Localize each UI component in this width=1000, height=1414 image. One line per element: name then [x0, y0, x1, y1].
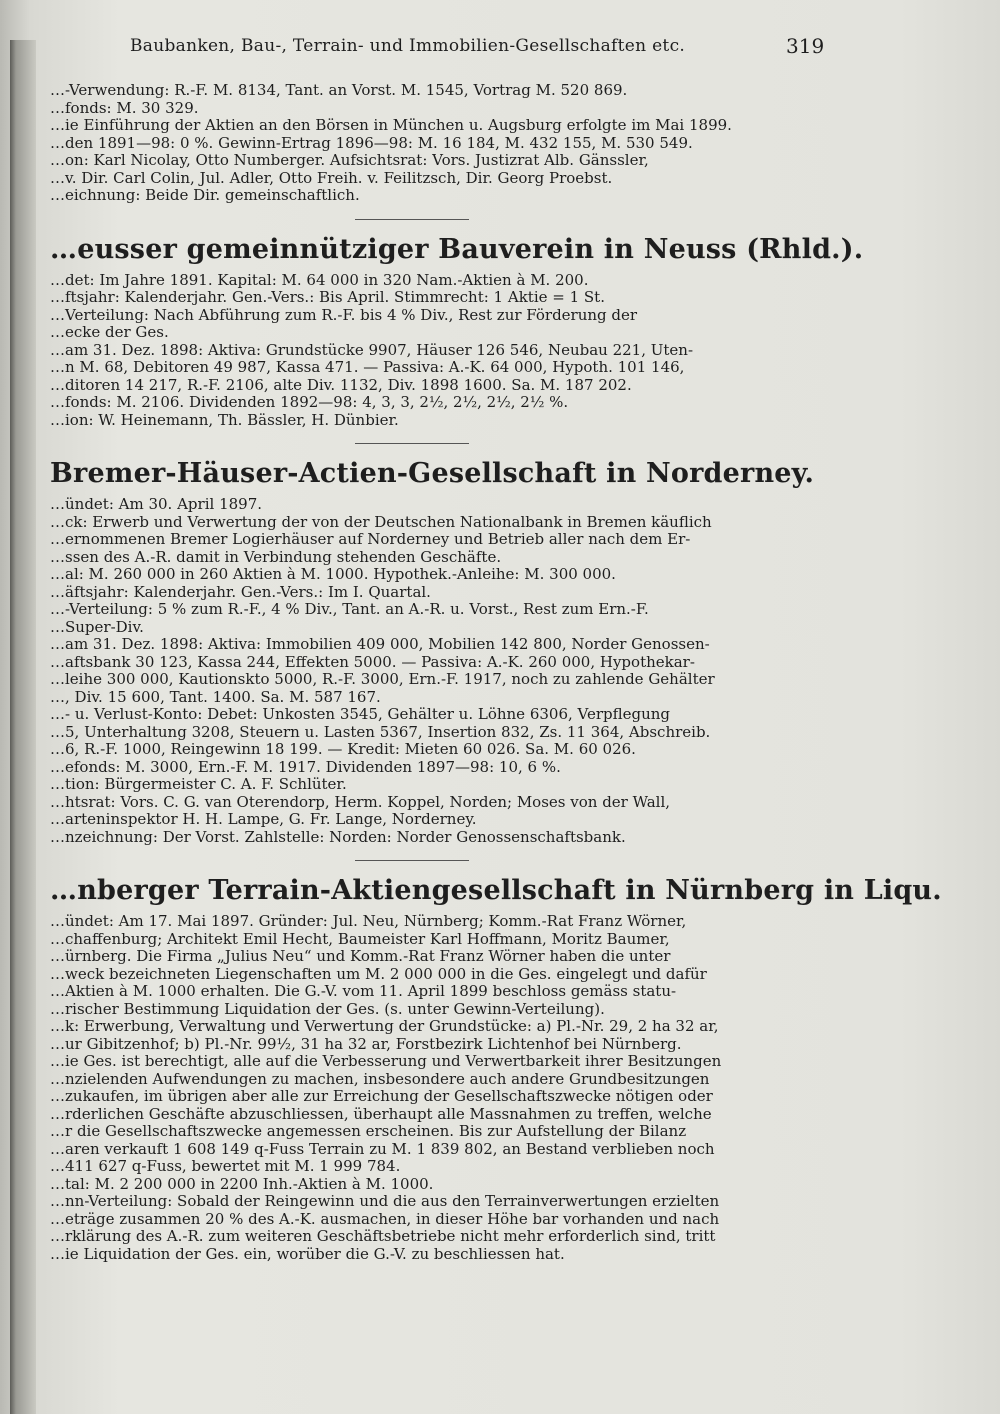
- entry-line: …arteninspektor H. H. Lampe, G. Fr. Lange, Norderney.: [50, 811, 477, 828]
- entry-nuernberger-terrain: [50, 875, 942, 1263]
- entry-line: …eträge zusammen 20 % des A.-K. ausmachen, in dieser Höhe bar vorhanden und nach: [50, 1210, 720, 1228]
- entry-line: …, Div. 15 600, Tant. 1400. Sa. M. 587 167.: [50, 688, 381, 706]
- entry-line: …ie Liquidation der Ges. ein, worüber die G.-V. zu beschliessen hat.: [50, 1245, 565, 1263]
- section-divider: [355, 860, 469, 861]
- entry-line: …aren verkauft 1 608 149 q-Fuss Terrain zu M. 1 839 802, an Bestand verblieben noch: [50, 1140, 715, 1158]
- entry-line: …ck: Erwerb und Verwertung der von der Deutschen Nationalbank in Bremen käuflich: [50, 513, 712, 531]
- entry-line: …ecke der Ges.: [50, 324, 169, 341]
- entry-line: …chaffenburg; Architekt Emil Hecht, Baumeister Karl Hoffmann, Moritz Baumer,: [50, 930, 670, 948]
- entry-continuation: [50, 82, 850, 205]
- section-divider: [355, 219, 469, 220]
- running-title: Baubanken, Bau-, Terrain- und Immobilien-Gesellschaften etc.: [130, 36, 686, 56]
- entry-line: …htsrat: Vors. C. G. van Oterendorp, Herm. Koppel, Norden; Moses von der Wall,: [50, 793, 671, 811]
- entry-title: Bremer-Häuser-Actien-Gesellschaft in Norderney.: [50, 458, 815, 489]
- entry-line: …ion: W. Heinemann, Th. Bässler, H. Dünbier.: [50, 411, 399, 429]
- entry-line: …v. Dir. Carl Colin, Jul. Adler, Otto Freih. v. Feilitzsch, Dir. Georg Proebst.: [50, 169, 613, 187]
- entry-bremer-haeuser: [50, 458, 850, 846]
- entry-line: …ditoren 14 217, R.-F. 2106, alte Div. 1132, Div. 1898 1600. Sa. M. 187 202.: [50, 376, 632, 394]
- page-number: 319: [786, 34, 825, 58]
- entry-line: …rklärung des A.-R. zum weiteren Geschäftsbetriebe nicht mehr erforderlich sind, tritt: [50, 1228, 716, 1245]
- entry-line: …den 1891—98: 0 %. Gewinn-Ertrag 1896—98: M. 16 184, M. 432 155, M. 530 549.: [50, 134, 693, 152]
- entry-line: …eichnung: Beide Dir. gemeinschaftlich.: [50, 187, 360, 204]
- entry-line: …ssen des A.-R. damit in Verbindung stehenden Geschäfte.: [50, 548, 502, 566]
- entry-line: …r die Gesellschaftszwecke angemessen erscheinen. Bis zur Aufstellung der Bilanz: [50, 1123, 687, 1140]
- entry-line: …ernommenen Bremer Logierhäuser auf Norderney und Betrieb aller nach dem Er-: [50, 531, 691, 548]
- entry-line: …rischer Bestimmung Liquidation der Ges. (s. unter Gewinn-Verteilung).: [50, 1000, 605, 1018]
- entry-line: …5, Unterhaltung 3208, Steuern u. Lasten 5367, Insertion 832, Zs. 11 364, Abschreib.: [50, 723, 711, 741]
- entry-line: …- u. Verlust-Konto: Debet: Unkosten 3545, Gehälter u. Löhne 6306, Verpflegung: [50, 706, 671, 723]
- entry-line: …-Verteilung: 5 % zum R.-F., 4 % Div., Tant. an A.-R. u. Vorst., Rest zum Ern.-F.: [50, 601, 649, 618]
- entry-line: …fonds: M. 2106. Dividenden 1892—98: 4, 3, 3, 2½, 2½, 2½, 2½ %.: [50, 394, 569, 411]
- entry-line: …ündet: Am 17. Mai 1897. Gründer: Jul. Neu, Nürnberg; Komm.-Rat Franz Wörner,: [50, 913, 687, 930]
- entry-line: …tal: M. 2 200 000 in 2200 Inh.-Aktien à M. 1000.: [50, 1175, 434, 1193]
- entry-line: …tion: Bürgermeister C. A. F. Schlüter.: [50, 776, 347, 793]
- entry-line: …ündet: Am 30. April 1897.: [50, 496, 263, 513]
- page-header: [0, 36, 1000, 66]
- entry-line: …nzielenden Aufwendungen zu machen, insbesondere auch andere Grundbesitzungen: [50, 1070, 710, 1088]
- entry-neuss-bauverein: [50, 233, 864, 430]
- entry-line: …6, R.-F. 1000, Reingewinn 18 199. — Kredit: Mieten 60 026. Sa. M. 60 026.: [50, 741, 636, 758]
- text-column: [50, 82, 942, 1263]
- entry-line: …äftsjahr: Kalenderjahr. Gen.-Vers.: Im I. Quartal.: [50, 583, 431, 601]
- entry-line: …nn-Verteilung: Sobald der Reingewinn und die aus den Terrainverwertungen erzielten: [50, 1193, 720, 1210]
- binding-edge: [10, 40, 36, 1414]
- entry-line: …411 627 q-Fuss, bewertet mit M. 1 999 784.: [50, 1158, 401, 1175]
- entry-line: …am 31. Dez. 1898: Aktiva: Immobilien 409 000, Mobilien 142 800, Norder Genossen-: [50, 636, 710, 653]
- entry-line: …rderlichen Geschäfte abzuschliessen, überhaupt alle Massnahmen zu treffen, welche: [50, 1105, 712, 1123]
- entry-line: …efonds: M. 3000, Ern.-F. M. 1917. Dividenden 1897—98: 10, 6 %.: [50, 758, 561, 776]
- entry-line: …am 31. Dez. 1898: Aktiva: Grundstücke 9907, Häuser 126 546, Neubau 221, Uten-: [50, 341, 694, 359]
- entry-line: …on: Karl Nicolay, Otto Numberger. Aufsichtsrat: Vors. Justizrat Alb. Gänssler,: [50, 152, 649, 169]
- entry-line: …fonds: M. 30 329.: [50, 99, 199, 117]
- entry-line: …Verteilung: Nach Abführung zum R.-F. bis 4 % Div., Rest zur Förderung der: [50, 306, 638, 324]
- entry-line: …Aktien à M. 1000 erhalten. Die G.-V. vom 11. April 1899 beschloss gemäss statu-: [50, 983, 677, 1000]
- entry-title: …eusser gemeinnütziger Bauverein in Neuss (Rhld.).: [50, 233, 864, 265]
- section-divider: [355, 443, 469, 444]
- entry-line: …Super-Div.: [50, 618, 144, 636]
- entry-line: …nzeichnung: Der Vorst. Zahlstelle: Norden: Norder Genossenschaftsbank.: [50, 828, 626, 846]
- entry-line: …ie Einführung der Aktien an den Börsen in München u. Augsburg erfolgte im Mai 1899.: [50, 117, 732, 134]
- entry-line: …ftsjahr: Kalenderjahr. Gen.-Vers.: Bis April. Stimmrecht: 1 Aktie = 1 St.: [50, 289, 605, 306]
- entry-title: …nberger Terrain-Aktiengesellschaft in Nürnberg in Liqu.: [50, 875, 942, 906]
- entry-line: …ur Gibitzenhof; b) Pl.-Nr. 99½, 31 ha 32 ar, Forstbezirk Lichtenhof bei Nürnberg.: [50, 1035, 682, 1053]
- entry-line: …al: M. 260 000 in 260 Aktien à M. 1000. Hypothek.-Anleihe: M. 300 000.: [50, 566, 616, 583]
- entry-line: …n M. 68, Debitoren 49 987, Kassa 471. — Passiva: A.-K. 64 000, Hypoth. 101 146,: [50, 359, 685, 376]
- entry-line: …ürnberg. Die Firma „Julius Neu“ und Komm.-Rat Franz Wörner haben die unter: [50, 948, 671, 965]
- entry-line: …-Verwendung: R.-F. M. 8134, Tant. an Vorst. M. 1545, Vortrag M. 520 869.: [50, 82, 628, 99]
- entry-line: …weck bezeichneten Liegenschaften um M. 2 000 000 in die Ges. eingelegt und dafür: [50, 965, 707, 983]
- entry-line: …ie Ges. ist berechtigt, alle auf die Verbesserung und Verwertbarkeit ihrer Besitzungen: [50, 1053, 722, 1070]
- entry-line: …k: Erwerbung, Verwaltung und Verwertung der Grundstücke: a) Pl.-Nr. 29, 2 ha 32 ar,: [50, 1018, 719, 1035]
- entry-line: …zukaufen, im übrigen aber alle zur Erreichung der Gesellschaftszwecke nötigen oder: [50, 1088, 713, 1105]
- entry-line: …leihe 300 000, Kautionskto 5000, R.-F. 3000, Ern.-F. 1917, noch zu zahlende Gehälter: [50, 671, 715, 688]
- entry-line: …det: Im Jahre 1891. Kapital: M. 64 000 in 320 Nam.-Aktien à M. 200.: [50, 271, 589, 289]
- entry-line: …aftsbank 30 123, Kassa 244, Effekten 5000. — Passiva: A.-K. 260 000, Hypothekar-: [50, 653, 695, 671]
